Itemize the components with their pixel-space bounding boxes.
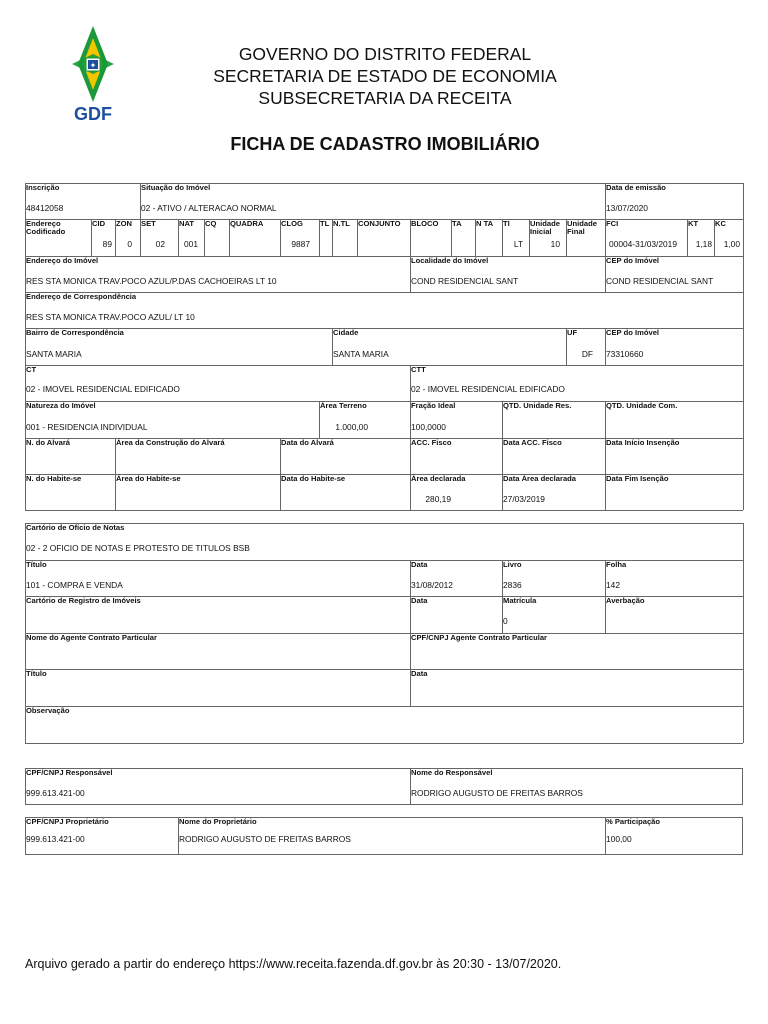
- label-data-area-declarada: Data Área declarada: [503, 474, 577, 483]
- value-data-emissao: 13/07/2020: [606, 203, 648, 213]
- value-cidade: SANTA MARIA: [333, 349, 389, 359]
- label-zon: ZON: [116, 219, 133, 228]
- gdf-emblem-icon: [62, 24, 124, 106]
- label-cpf-agente: CPF/CNPJ Agente Contrato Particular: [411, 633, 548, 642]
- label-quadra: QUADRA: [230, 219, 264, 228]
- label-localidade-imovel: Localidade do Imóvel: [411, 256, 489, 265]
- label-nome-proprietario: Nome do Proprietário: [179, 817, 257, 826]
- label-nat: NAT: [179, 219, 195, 228]
- label-acc-fisco: ACC. Fisco: [411, 438, 452, 447]
- value-ti: LT: [513, 239, 523, 249]
- footer-text: Arquivo gerado a partir do endereço https://www.receita.fazenda.df.gov.br às 20:30 - 13/07/2020.: [25, 957, 562, 971]
- label-data-titulo: Data: [411, 560, 428, 569]
- label-cep-correspondencia: CEP do Imóvel: [606, 328, 660, 337]
- label-fci: FCI: [606, 219, 619, 228]
- label-nta: N TA: [476, 219, 494, 228]
- label-cid: CID: [92, 219, 106, 228]
- label-kt: KT: [688, 219, 699, 228]
- label-nome-agente: Nome do Agente Contrato Particular: [26, 633, 157, 642]
- label-cartorio-notas: Cartório de Ofício de Notas: [26, 523, 125, 532]
- label-n-alvara: N. do Alvará: [26, 438, 71, 447]
- label-unidade-inicial: Unidade Inicial: [530, 219, 560, 236]
- value-cep-imovel: COND RESIDENCIAL SANT: [606, 276, 714, 286]
- value-data-area-declarada: 27/03/2019: [503, 494, 545, 504]
- label-nome-responsavel: Nome do Responsável: [411, 768, 493, 777]
- label-clog: CLOG: [281, 219, 303, 228]
- header-line-2: SECRETARIA DE ESTADO DE ECONOMIA: [213, 66, 557, 86]
- label-cpf-responsavel: CPF/CNPJ Responsável: [26, 768, 113, 777]
- value-natureza-imovel: 001 - RESIDENCIA INDIVIDUAL: [26, 422, 148, 432]
- label-area-construcao-alvara: Área da Construção do Alvará: [116, 438, 225, 447]
- label-cidade: Cidade: [333, 328, 359, 337]
- label-qtd-com: QTD. Unidade Com.: [606, 401, 678, 410]
- value-livro: 2836: [503, 580, 522, 590]
- label-titulo-2: Título: [26, 669, 47, 678]
- value-cartorio-notas: 02 - 2 OFICIO DE NOTAS E PROTESTO DE TITULOS BSB: [26, 543, 250, 553]
- value-area-declarada: 280,19: [425, 494, 451, 504]
- label-situacao: Situação do Imóvel: [141, 183, 211, 192]
- label-endereco-correspondencia: Endereço de Correspondência: [26, 292, 137, 301]
- value-localidade-imovel: COND RESIDENCIAL SANT: [411, 276, 519, 286]
- label-unidade-final: Unidade Final: [567, 219, 597, 236]
- label-inscricao: Inscrição: [26, 183, 60, 192]
- label-data-inicio-isencao: Data Início Insenção: [606, 438, 680, 447]
- label-natureza-imovel: Natureza do Imóvel: [26, 401, 96, 410]
- value-kt: 1,18: [695, 239, 712, 249]
- value-fracao-ideal: 100,0000: [411, 422, 446, 432]
- value-inscricao: 48412058: [26, 203, 64, 213]
- value-participacao: 100,00: [606, 834, 632, 844]
- label-data-emissao: Data de emissão: [606, 183, 666, 192]
- page-title: FICHA DE CADASTRO IMOBILIÁRIO: [230, 134, 540, 154]
- label-conjunto: CONJUNTO: [358, 219, 401, 228]
- label-cartorio-registro: Cartório de Registro de Imóveis: [26, 596, 141, 605]
- value-nome-responsavel: RODRIGO AUGUSTO DE FREITAS BARROS: [411, 788, 583, 798]
- label-participacao: % Participação: [606, 817, 661, 826]
- label-cpf-proprietario: CPF/CNPJ Proprietário: [26, 817, 109, 826]
- header-line-3: SUBSECRETARIA DA RECEITA: [258, 88, 512, 108]
- value-zon: 0: [127, 239, 132, 249]
- label-tl: TL: [320, 219, 330, 228]
- label-titulo: Título: [26, 560, 47, 569]
- label-ta: TA: [452, 219, 462, 228]
- label-area-declarada: Área declarada: [411, 474, 466, 483]
- value-unidade-inicial: 10: [550, 239, 560, 249]
- value-endereco-imovel: RES STA MONICA TRAV.POCO AZUL/P.DAS CACHOEIRAS LT 10: [26, 276, 277, 286]
- value-nat: 001: [184, 239, 198, 249]
- label-folha: Folha: [606, 560, 627, 569]
- value-ct: 02 - IMOVEL RESIDENCIAL EDIFICADO: [26, 384, 180, 394]
- value-uf: DF: [581, 349, 593, 359]
- value-cpf-proprietario: 999.613.421-00: [26, 834, 85, 844]
- label-n-habitese: N. do Habite-se: [26, 474, 82, 483]
- label-data-habitese: Data do Habite-se: [281, 474, 346, 483]
- label-uf: UF: [567, 328, 578, 337]
- label-set: SET: [141, 219, 156, 228]
- label-endereco-codificado: Endereço Codificado: [26, 219, 66, 236]
- value-bairro-correspondencia: SANTA MARIA: [26, 349, 82, 359]
- value-endereco-correspondencia: RES STA MONICA TRAV.POCO AZUL/ LT 10: [26, 312, 195, 322]
- value-folha: 142: [606, 580, 620, 590]
- label-endereco-imovel: Endereço do Imóvel: [26, 256, 99, 265]
- label-ctt: CTT: [411, 365, 426, 374]
- label-observacao: Observação: [26, 706, 70, 715]
- label-area-terreno: Área Terreno: [320, 401, 367, 410]
- label-data-registro: Data: [411, 596, 428, 605]
- label-data-fim-isencao: Data Fim Isenção: [606, 474, 669, 483]
- value-fci: 00004-31/03/2019: [609, 239, 677, 249]
- label-ti: TI: [503, 219, 510, 228]
- label-bloco: BLOCO: [411, 219, 439, 228]
- gdf-logo: [62, 24, 124, 124]
- value-clog: 9887: [291, 239, 310, 249]
- label-cep-imovel: CEP do Imóvel: [606, 256, 660, 265]
- value-situacao: 02 - ATIVO / ALTERACAO NORMAL: [141, 203, 277, 213]
- label-ntl: N.TL: [333, 219, 350, 228]
- logo-text: GDF: [74, 104, 112, 124]
- label-livro: Livro: [503, 560, 522, 569]
- label-data-acc-fisco: Data ACC. Fisco: [503, 438, 562, 447]
- label-qtd-res: QTD. Unidade Res.: [503, 401, 572, 410]
- value-data-titulo: 31/08/2012: [411, 580, 453, 590]
- label-ct: CT: [26, 365, 37, 374]
- label-data-alvara: Data do Alvará: [281, 438, 334, 447]
- value-cep-correspondencia: 73310660: [606, 349, 644, 359]
- value-titulo: 101 - COMPRA E VENDA: [26, 580, 123, 590]
- value-cid: 89: [102, 239, 112, 249]
- value-nome-proprietario: RODRIGO AUGUSTO DE FREITAS BARROS: [179, 834, 351, 844]
- label-averbacao: Averbação: [606, 596, 645, 605]
- svg-text:✦: ✦: [89, 61, 97, 70]
- header-line-1: GOVERNO DO DISTRITO FEDERAL: [238, 44, 532, 64]
- label-matricula: Matrícula: [503, 596, 537, 605]
- label-kc: KC: [715, 219, 726, 228]
- label-cq: CQ: [205, 219, 217, 228]
- value-ctt: 02 - IMOVEL RESIDENCIAL EDIFICADO: [411, 384, 565, 394]
- label-bairro-correspondencia: Bairro de Correspondência: [26, 328, 124, 337]
- value-matricula: 0: [503, 616, 508, 626]
- label-fracao-ideal: Fração Ideal: [411, 401, 456, 410]
- value-kc: 1,00: [723, 239, 740, 249]
- value-area-terreno: 1.000,00: [335, 422, 368, 432]
- value-cpf-responsavel: 999.613.421-00: [26, 788, 85, 798]
- label-data-2: Data: [411, 669, 428, 678]
- value-set: 02: [155, 239, 165, 249]
- label-area-habitese: Área do Habite-se: [116, 474, 181, 483]
